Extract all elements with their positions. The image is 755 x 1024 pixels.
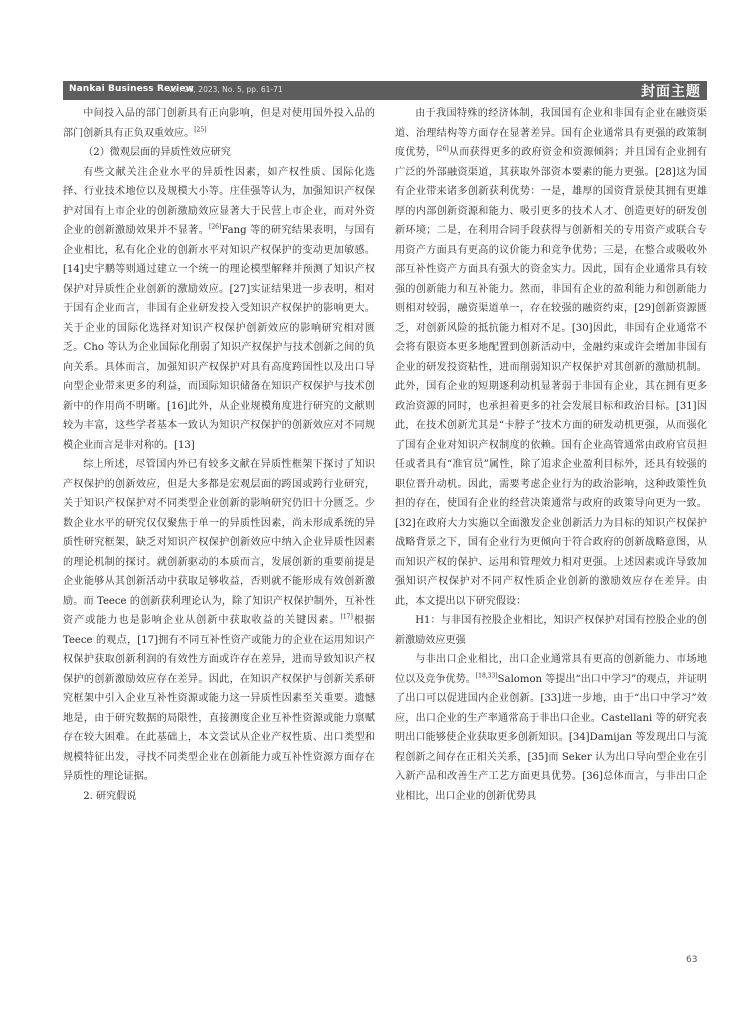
- right-text-column: [395, 104, 707, 806]
- paragraph-text: Salomon 等提出“出口中学习”的观点，并证明了出口可以促进国内企业创新。[33]进一步地，由于“出口中学习”效应，出口企业的生产率通常高于非出口企业。Castellani 等的研究表明出口能够使企业获取更多创新知识。[34]Damijan 等发现出口与流程创新之间存在正相关关系，[35]而 Seker 认为出口导向型企业在引入新产品和改善生产工艺方面更具优势。[36]总体而言，与非出口企业相比，出口企业的创新优势具: [395, 673, 708, 802]
- paragraph-text: 中间投入品的部门创新具有正向影响，但是对使用国外投入品的部门创新具有正负双重效应。: [63, 108, 375, 139]
- section-heading: [63, 143, 375, 163]
- section-heading: [63, 787, 375, 807]
- left-text-column: [63, 104, 375, 806]
- paragraph-text: 根据 Teece 的观点，[17]拥有不同互补性资产或能力的企业在运用知识产权保护获取创新利润的有效性方面或许存在差异，进而导致知识产权保护的创新激励效应存在差异。因此，在知识产权保护与创新关系研究框架中引入企业互补性资源或能力这一异质性因素至关重要。遗憾地是，由于研究数据的局限性，直接测度企业互补性资源或能力禀赋存在较大困难。在此基础上，本文尝试从企业产权性质、出口类型和规模特征出发，寻找不同类型企业在创新能力或互补性资源方面存在异质性的理论证据。: [63, 615, 376, 782]
- paragraph-text: H1：与非国有控股企业相比，知识产权保护对国有控股企业的创新激励效应更强: [395, 615, 707, 646]
- paragraph-text: 从而获得更多的政府资金和资源倾斜；并且国有企业拥有广泛的外部融资渠道，其获取外部资本要素的能力更强。[28]这为国有企业带来诸多创新获利优势：一是，雄厚的国资背景使其拥有更雄厚的内部创新资源和能力、吸引更多的技术人才、创造更好的研发创新环境；二是，在利用合同手段获得与创新相关的专用资产或联合专用资产方面具有更高的议价能力和竞争优势；三是，在整合或吸收外部互补性资产方面具有强大的资金实力。因此，国有企业通常具有较强的创新能力和互补能力。然而，非国有企业的盈利能力和创新能力则相对较弱，融资渠道单一，存在较强的融资约束，[29]创新资源匮乏，对创新风险的抵抗能力相对不足。[30]因此，非国有企业通常不会将有限资本更多地配置到创新活动中，金融约束或许会增加非国有企业的研发投资粘性，进而削弱知识产权保护对其创新的激励机制。此外，国有企业的短期逐利动机显著弱于非国有企业，其在拥有更多政治资源的同时，也承担着更多的社会发展目标和政治目标。[31]因此，在技术创新尤其是“卡脖子”技术方面的研发动机更强，从而强化了国有企业对知识产权制度的依赖。国有企业高管通常由政府官员担任或者具有“准官员”属性，除了追求企业盈利目标外，还具有较强的职位晋升动机。因此，需要考虑企业行为的政治影响，这种政策性负担的存在，使国有企业的经营决策通常与政府的政策导向更为一致。[32]在政府大力实施以全面激发企业创新活力为目标的知识产权保护战略背景之下，国有企业行为更倾向于符合政府的创新战略意图，从而知识产权的保护、运用和管理效力相对更强。上述因素或许导致加强知识产权保护对不同产权性质企业创新的激励效应存在差异。由此，本文提出以下研究假设：: [395, 147, 708, 607]
- journal-name: Nankai Business Review: [69, 84, 194, 94]
- paragraph-text: Fang 等的研究结果表明，与国有企业相比，私有化企业的创新水平对知识产权保护的变动更加敏感。[14]史宇鹏等则通过建立一个统一的理论模型解释并预测了知识产权保护对异质性企业创新的激励效应。[27]实证结果进一步表明，相对于国有企业而言，非国有企业研发投入受知识产权保护的影响更大。关于企业的国际化选择对知识产权保护创新效应的影响研究相对匮乏。Cho 等认为企业国际化削弱了知识产权保护与技术创新之间的负向关系。具体而言，加强知识产权保护对具有高度跨国性以及出口导向型企业带来更多的利益，而国际知识储备在知识产权保护与技术创新中的作用尚不明晰。[16]此外，从企业规模角度进行研究的文献则较为丰富，这些学者基本一致认为知识产权保护的创新效应对不同规模企业而言是非对称的。[13]: [63, 225, 375, 451]
- heading-text: 2. 研究假说: [83, 790, 137, 802]
- paragraph-text: 综上所述，尽管国内外已有较多文献在异质性框架下探讨了知识产权保护的创新效应，但是大多都是宏观层面的跨国或跨行业研究，关于知识产权保护对不同类型企业创新的影响研究仍旧十分匮乏。少数企业水平的研究仅仅聚焦于单一的异质性因素，尚未形成系统的异质性研究框架，缺乏对知识产权保护创新效应中纳入企业异质性因素的理论机制的探讨。就创新驱动的本质而言，发展创新的重要前提是企业能够从其创新活动中获取足够收益，否则就不能形成有效创新激励。而 Teece 的创新获利理论认为，除了知识产权保护制外，互补性资产或能力也是影响企业从创新中获取收益的关键因素。: [63, 459, 375, 626]
- citation-mark: [17]: [340, 613, 353, 621]
- citation-mark: [25]: [194, 126, 207, 134]
- body-paragraph: [395, 650, 707, 806]
- journal-header-bar: [63, 81, 707, 100]
- citation-mark: [18,33]: [475, 672, 498, 680]
- citation-mark: [26]: [209, 223, 222, 231]
- body-paragraph: [63, 455, 375, 787]
- body-paragraph: [395, 104, 707, 611]
- heading-text: （2）微观层面的异质性效应研究: [83, 147, 231, 158]
- section-title: 封面主题: [641, 84, 701, 100]
- body-paragraph: [395, 611, 707, 650]
- page-number: 63: [686, 955, 698, 965]
- paragraph-text: 由于我国特殊的经济体制，我国国有企业和非国有企业在融资渠道、治理结构等方面存在显著差异。国有企业通常具有更强的政策制度优势，: [395, 108, 707, 158]
- paragraph-text: 与非出口企业相比，出口企业通常具有更高的创新能力、市场地位以及竞争优势。: [395, 654, 707, 685]
- body-paragraph: [63, 163, 375, 456]
- citation-mark: [26]: [436, 145, 449, 153]
- body-paragraph: [63, 104, 375, 143]
- paragraph-text: 有些文献关注企业水平的异质性因素，如产权性质、国际化选择、行业技术地位以及规模大小等。庄佳强等认为，加强知识产权保护对国有上市企业的创新激励效应显著大于民营上市企业，而对外资企业的创新激励效果并不显著。: [63, 166, 375, 236]
- issue-info: Vol. 26, 2023, No. 5, pp. 61-71: [168, 85, 283, 94]
